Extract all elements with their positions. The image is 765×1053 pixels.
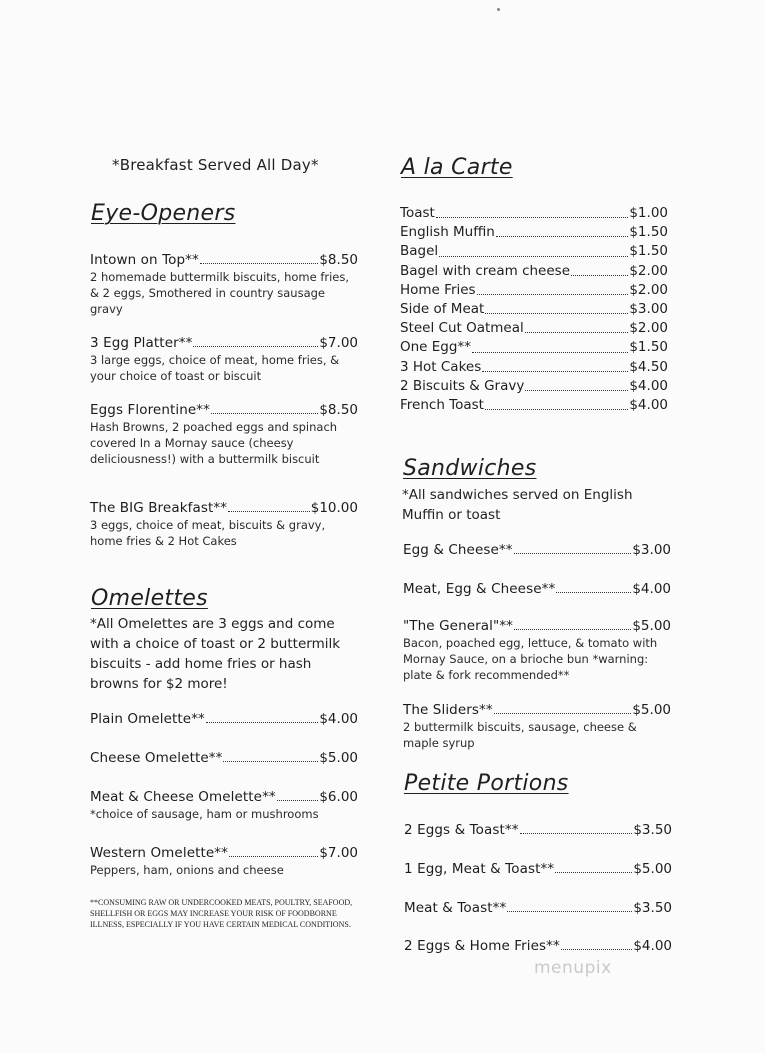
list-item: Bagel $1.50 — [400, 243, 668, 260]
menu-item: Egg & Cheese** $3.00 — [403, 542, 671, 558]
menu-item: Western Omelette** $7.00 Peppers, ham, onions and cheese — [90, 845, 358, 877]
petite-portions-title: Petite Portions — [404, 771, 569, 796]
item-description: Hash Browns, 2 poached eggs and spinach covered In a Mornay sauce (cheesy deliciousness!) with a buttermilk biscuit — [90, 420, 338, 466]
item-description: 2 homemade buttermilk biscuits, home fries, & 2 eggs, Smothered in country sausage gravy — [90, 270, 350, 316]
list-item: 2 Biscuits & Gravy $4.00 — [400, 377, 668, 394]
list-item: Toast $1.00 — [400, 205, 668, 221]
menu-item: 2 Eggs & Home Fries** $4.00 — [404, 938, 672, 954]
sandwiches-note: *All sandwiches served on English Muffin or toast — [402, 487, 633, 523]
item-description: *choice of sausage, ham or mushrooms — [90, 807, 319, 821]
menu-item: Meat & Toast** $3.50 — [404, 900, 672, 916]
paper-speck — [497, 8, 500, 11]
menu-item: Meat, Egg & Cheese** $4.00 — [403, 581, 671, 597]
menu-item: The BIG Breakfast** $10.00 3 eggs, choice of meat, biscuits & gravy, home fries & 2 Hot Cakes — [90, 500, 358, 548]
item-description: Peppers, ham, onions and cheese — [90, 863, 284, 877]
food-safety-disclaimer: **CONSUMING RAW OR UNDERCOOKED MEATS, POULTRY, SEAFOOD, SHELLFISH OR EGGS MAY INCREASE YOUR RISK OF FOODBORNE ILLNESS, ESPECIALLY IF YOU HAVE CERTAIN MEDICAL CONDITIONS. — [90, 898, 353, 929]
sandwiches-title: Sandwiches — [403, 456, 537, 481]
list-item: Steel Cut Oatmeal $2.00 — [400, 320, 668, 337]
menu-item: Meat & Cheese Omelette** $6.00 *choice of sausage, ham or mushrooms — [90, 789, 358, 821]
menu-item: Intown on Top** $8.50 2 homemade buttermilk biscuits, home fries, & 2 eggs, Smothered in country sausage gravy — [90, 252, 358, 316]
a-la-carte-title: A la Carte — [401, 155, 513, 180]
list-item: Home Fries $2.00 — [400, 281, 668, 298]
item-description: 3 eggs, choice of meat, biscuits & gravy, home fries & 2 Hot Cakes — [90, 518, 326, 548]
list-item: Bagel with cream cheese $2.00 — [400, 262, 668, 279]
list-item: English Muffin $1.50 — [400, 224, 668, 241]
list-item: 3 Hot Cakes $4.50 — [400, 358, 668, 375]
menu-item: Plain Omelette** $4.00 — [90, 711, 358, 727]
menu-item: "The General"** $5.00 Bacon, poached egg, lettuce, & tomato with Mornay Sauce, on a brioche bun *warning: plate & fork recommended** — [403, 618, 671, 682]
list-item: One Egg** $1.50 — [400, 339, 668, 356]
menupix-watermark: menupix — [534, 958, 612, 978]
list-item: French Toast $4.00 — [400, 397, 668, 414]
omelettes-note: *All Omelettes are 3 eggs and come with a choice of toast or 2 buttermilk biscuits - add home fries or hash browns for $2 more! — [90, 616, 341, 692]
item-description: 2 buttermilk biscuits, sausage, cheese & maple syrup — [403, 720, 637, 750]
menu-item: 2 Eggs & Toast** $3.50 — [404, 822, 672, 838]
menu-item: 1 Egg, Meat & Toast** $5.00 — [404, 861, 672, 877]
menu-item: Eggs Florentine** $8.50 Hash Browns, 2 poached eggs and spinach covered In a Mornay sauce (cheesy deliciousness!) with a buttermilk biscuit — [90, 402, 358, 466]
a-la-carte-list — [400, 204, 668, 415]
menu-item: The Sliders** $5.00 2 buttermilk biscuits, sausage, cheese & maple syrup — [403, 702, 671, 750]
served-all-day-note: *Breakfast Served All Day* — [112, 156, 319, 174]
item-description: 3 large eggs, choice of meat, home fries, & your choice of toast or biscuit — [90, 353, 340, 383]
menu-item: 3 Egg Platter** $7.00 3 large eggs, choice of meat, home fries, & your choice of toast or biscuit — [90, 335, 358, 383]
list-item: Side of Meat $3.00 — [400, 301, 668, 318]
menu-item: Cheese Omelette** $5.00 — [90, 750, 358, 766]
eye-openers-title: Eye-Openers — [91, 201, 236, 226]
item-description: Bacon, poached egg, lettuce, & tomato with Mornay Sauce, on a brioche bun *warning: plate & fork recommended** — [403, 636, 658, 682]
omelettes-title: Omelettes — [91, 586, 208, 611]
